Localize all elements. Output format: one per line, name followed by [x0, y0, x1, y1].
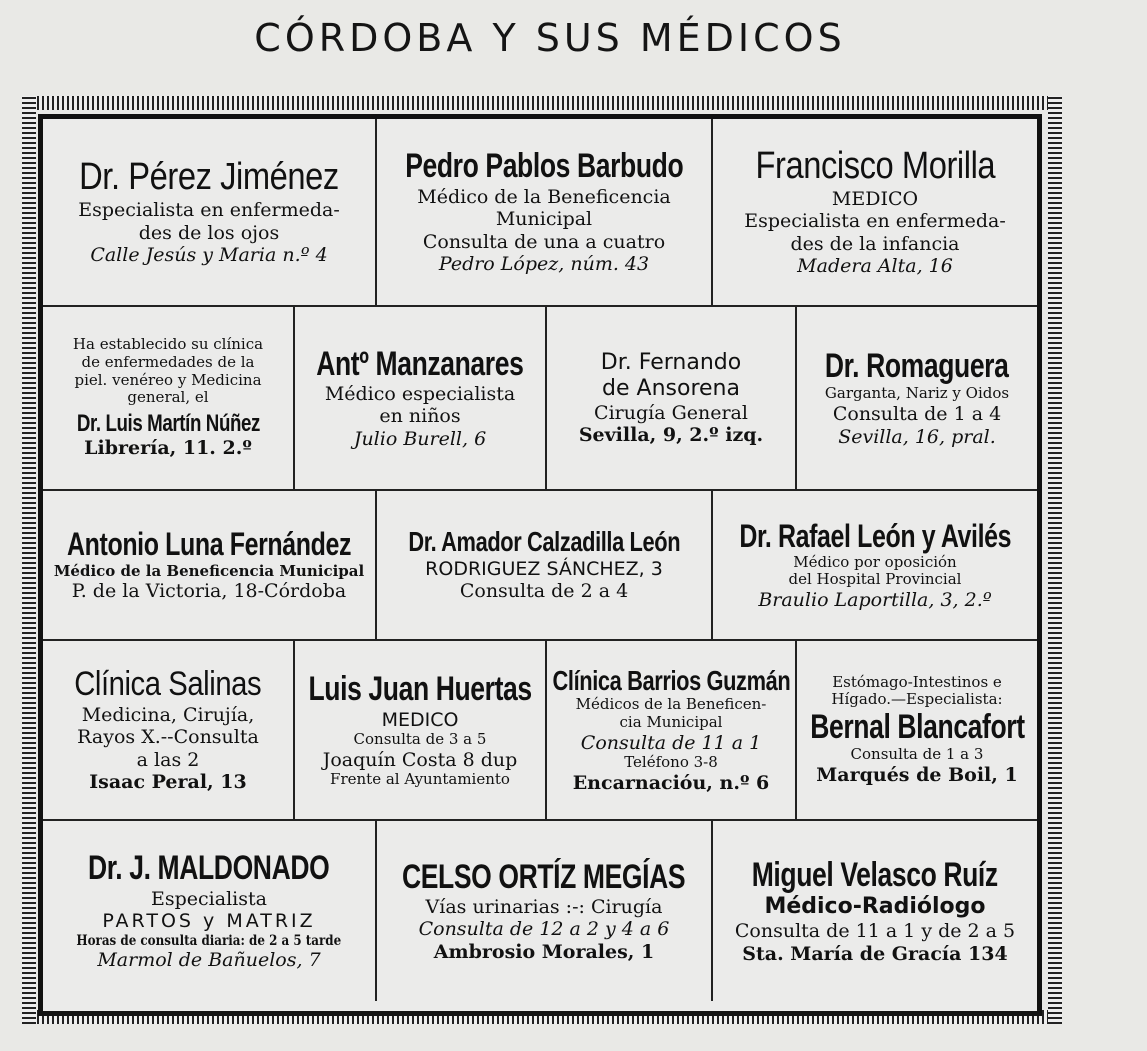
phone: Teléfono 3-8: [624, 753, 718, 772]
doctor-name: de Ansorena: [602, 375, 740, 401]
listing-amador-calzadilla: [377, 491, 713, 639]
specialty-line: des de los ojos: [138, 221, 280, 244]
address: Marqués de Boil, 1: [816, 764, 1018, 787]
consult-hours: Consulta de 2 a 4: [459, 580, 629, 603]
title-line: MEDICO: [831, 188, 919, 211]
listing-antonio-luna: [43, 491, 377, 639]
doctor-name: Luis Juan Huertas: [308, 670, 532, 709]
detail-line: Médicos de la Beneficen-: [575, 695, 767, 714]
listing-francisco-morilla: [713, 119, 1037, 305]
consult-hours: Horas de consulta diaria: de 2 a 5 tarde: [76, 932, 342, 949]
specialty-line: Médico de la Beneficencia Municipal: [53, 561, 365, 580]
detail-line: cia Municipal: [619, 713, 723, 732]
doctor-name: Dr. Luis Martín Núñez: [76, 409, 260, 437]
specialty-line: Especialista: [151, 887, 267, 910]
right-hatch-border: [1048, 96, 1062, 1024]
listing-clinica-barrios-guzman: [547, 641, 797, 819]
specialty-line: Médico-Radiólogo: [764, 894, 986, 920]
detail-line: Médico de la Beneficencia: [417, 185, 671, 208]
specialty-line: Garganta, Nariz y Oidos: [824, 384, 1010, 403]
listing-manzanares: [295, 307, 547, 489]
doctor-name: Francisco Morilla: [755, 145, 995, 188]
address: RODRIGUEZ SÁNCHEZ, 3: [425, 557, 663, 580]
specialty-line: Médico por oposición: [793, 552, 957, 571]
intro-line: de enfermedades de la: [81, 352, 255, 371]
address: Isaac Peral, 13: [89, 771, 247, 794]
specialty-line: en niños: [379, 405, 461, 428]
intro-line: Ha establecido su clínica: [72, 335, 264, 354]
clinic-name: Clínica Salinas: [74, 665, 262, 704]
specialty-line: Cirugía General: [594, 401, 748, 424]
address: Joaquín Costa 8 dup: [322, 748, 518, 771]
directory-frame: [38, 114, 1042, 1016]
address: Madera Alta, 16: [797, 255, 953, 278]
specialty-line: Especialista en enfermeda-: [78, 199, 340, 222]
service-line: Medicina, Cirujía,: [81, 703, 255, 726]
consult-hours: Consulta de 11 a 1: [580, 731, 762, 754]
address: Ambrosio Morales, 1: [433, 940, 655, 963]
specialty-line: PARTOS y MATRIZ: [102, 910, 316, 933]
specialty-line: Estómago-Intestinos e: [832, 672, 1002, 691]
doctor-name: Antonio Luna Fernández: [67, 526, 351, 563]
directory-row-1: [43, 119, 1037, 307]
listing-rafael-leon: [713, 491, 1037, 639]
intro-line: piel. venéreo y Medicina: [74, 370, 262, 389]
listing-celso-ortiz: [377, 821, 713, 1001]
detail-line: Municipal: [495, 208, 593, 231]
address: Encarnacióu, n.º 6: [572, 771, 770, 794]
specialty-line: Vías urinarias :-: Cirugía: [425, 896, 663, 919]
listing-clinica-salinas: [43, 641, 295, 819]
consult-hours: Consulta de 11 a 1 y de 2 a 5: [734, 920, 1016, 943]
doctor-name: Miguel Velasco Ruíz: [751, 855, 999, 894]
doctor-name: CELSO ORTÍZ MEGÍAS: [402, 857, 686, 896]
consult-hours: Consulta de una a cuatro: [422, 230, 666, 253]
listing-luis-juan-huertas: [295, 641, 547, 819]
address: Sevilla, 9, 2.º izq.: [578, 423, 764, 446]
specialty-line: Especialista en enfermeda-: [744, 210, 1006, 233]
listing-miguel-velasco: [713, 821, 1037, 1001]
listing-pedro-pablos-barbudo: [377, 119, 713, 305]
intro-line: general, el: [127, 388, 209, 407]
address: Marmol de Bañuelos, 7: [97, 949, 321, 972]
service-line: Rayos X.--Consulta: [77, 726, 259, 749]
doctor-name: Dr. Pérez Jiménez: [79, 156, 339, 199]
specialty-line: des de la infancia: [790, 232, 960, 255]
doctor-name: Bernal Blancafort: [809, 707, 1025, 746]
directory-row-5: [43, 821, 1037, 1001]
consult-hours: a las 2: [136, 748, 200, 771]
listing-maldonado: [43, 821, 377, 1001]
page-title: CÓRDOBA Y SUS MÉDICOS: [254, 16, 846, 60]
address: Calle Jesús y Maria n.º 4: [90, 244, 328, 267]
listing-fernando-ansorena: [547, 307, 797, 489]
listing-romaguera: [797, 307, 1037, 489]
doctor-name: Dr. Fernando: [600, 349, 742, 375]
doctor-name: Antº Manzanares: [316, 344, 524, 383]
consult-hours: Consulta de 1 a 4: [832, 403, 1002, 426]
specialty-line: del Hospital Provincial: [788, 570, 962, 589]
doctor-name: Pedro Pablos Barbudo: [404, 147, 684, 186]
doctor-name: Dr. J. MALDONADO: [88, 849, 330, 888]
address: Julio Burell, 6: [353, 427, 487, 450]
title-line: MEDICO: [381, 708, 459, 731]
consult-hours: Consulta de 12 a 2 y 4 a 6: [418, 918, 670, 941]
left-hatch-border: [22, 96, 36, 1024]
address: Sevilla, 16, pral.: [838, 425, 996, 448]
doctor-name: Dr. Amador Calzadilla León: [408, 526, 680, 558]
address-note: Frente al Ayuntamiento: [330, 770, 510, 789]
directory-row-3: [43, 491, 1037, 641]
doctor-name: Dr. Romaguera: [825, 347, 1009, 386]
directory-row-4: [43, 641, 1037, 821]
directory-row-2: [43, 307, 1037, 491]
address: Pedro López, núm. 43: [438, 253, 650, 276]
top-hatch-border: [22, 96, 1062, 110]
doctor-name: Dr. Rafael León y Avilés: [739, 517, 1011, 554]
address: Sta. María de Gracía 134: [742, 942, 1008, 965]
specialty-line: Hígado.—Especialista:: [831, 690, 1003, 709]
address: P. de la Victoria, 18-Córdoba: [71, 580, 347, 603]
specialty-line: Médico especialista: [324, 383, 516, 406]
listing-luis-martin-nunez: [43, 307, 295, 489]
consult-hours: Consulta de 1 a 3: [850, 745, 984, 764]
clinic-name: Clínica Barrios Guzmán: [552, 664, 790, 696]
listing-perez-jimenez: [43, 119, 377, 305]
address: Braulio Laportilla, 3, 2.º: [758, 589, 992, 612]
consult-hours: Consulta de 3 a 5: [353, 730, 487, 748]
listing-bernal-blancafort: [797, 641, 1037, 819]
address: Librería, 11. 2.º: [84, 437, 252, 460]
